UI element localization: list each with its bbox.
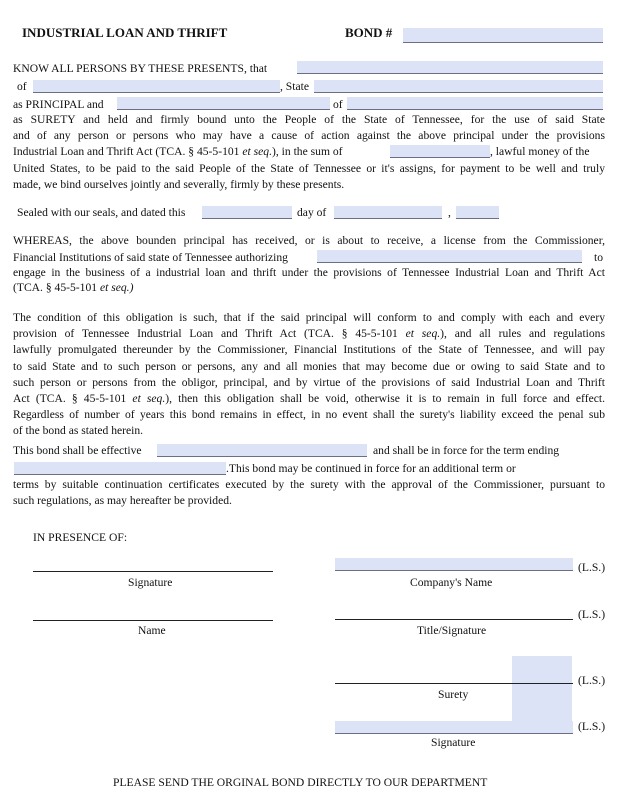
ls-label-4: (L.S.): [578, 720, 606, 733]
tail-paragraph: [13, 161, 605, 193]
effective-paragraph: [13, 477, 605, 509]
bond-amount-field[interactable]: [390, 145, 490, 158]
condition-line: of the bond as stated herein.: [13, 424, 144, 438]
condition-line: provision of Tennessee Industrial Loan and Thrift Act (TCA. § 45-5-101 et seq.), and all rules and regulations: [13, 327, 605, 341]
company-name-field[interactable]: [335, 558, 573, 571]
know-all-text: KNOW ALL PERSONS BY THESE PRESENTS, that: [13, 62, 268, 75]
comma-label: ,: [448, 206, 451, 219]
sealed-text: Sealed with our seals, and dated this: [17, 206, 186, 219]
effective-text: This bond shall be effective: [13, 444, 142, 457]
act-line-italic: et seq.: [242, 145, 272, 158]
of-label-2: of: [333, 98, 343, 111]
bond-number-label: BOND #: [345, 25, 393, 40]
title-signature-label: Title/Signature: [417, 624, 487, 637]
tail-line: United States, to be paid to the said People of the State of Tennessee or it's assigns, for payment to be well and truly: [13, 162, 605, 175]
condition-line: such person or persons from the obligor, principal, and by virtue of the provisions of said Industrial Loan and Thrift: [13, 375, 605, 389]
footer-instruction: PLEASE SEND THE ORGINAL BOND DIRECTLY TO OUR DEPARTMENT: [113, 776, 488, 789]
surety-line-sign[interactable]: [335, 683, 573, 684]
ls-label-3: (L.S.): [578, 674, 606, 687]
whereas-line-4: [13, 281, 133, 294]
witness-name-line[interactable]: [33, 620, 273, 621]
principal-city-field[interactable]: [33, 80, 280, 93]
title-signature-line[interactable]: [335, 619, 573, 620]
witness-name-label: Name: [138, 624, 166, 637]
bond-number-field[interactable]: [403, 28, 603, 43]
ls-label-1: (L.S.): [578, 561, 606, 574]
condition-line: lawfully promulgated thereunder by the Commissioner, Financial Institutions of the State of Tennessee, and will pay: [13, 343, 605, 357]
whereas-paragraph: [13, 233, 605, 249]
whereas-line-1: WHEREAS, the above bounden principal has received, or is about to receive, a license from the Commissioner,: [13, 234, 605, 247]
witness-signature-label: Signature: [128, 576, 173, 589]
surety-label: Surety: [438, 688, 469, 701]
witness-signature-line[interactable]: [33, 571, 273, 572]
surety-paragraph: [13, 112, 605, 144]
condition-line: Act (TCA. § 45-5-101 et seq.), then this obligation shall be void, otherwise it is to remain in full force and effect.: [13, 392, 605, 406]
condition-line: Regardless of number of years this bond remains in effect, in no event shall the surety's liability exceed the penal sub: [13, 408, 605, 422]
whereas-to: to: [594, 251, 604, 264]
company-name-label: Company's Name: [410, 576, 493, 589]
surety-signature-field[interactable]: [335, 721, 573, 734]
year-field[interactable]: [456, 206, 499, 219]
condition-paragraph: [13, 310, 605, 440]
whereas-line-4-italic: et seq.): [99, 281, 134, 294]
form-title: INDUSTRIAL LOAN AND THRIFT: [22, 25, 228, 40]
surety-line: and of any person or persons who may have a cause of action against the above principal under the provisions: [13, 129, 605, 143]
license-field[interactable]: [317, 250, 582, 263]
surety-location-field[interactable]: [347, 97, 603, 110]
principal-state-field[interactable]: [314, 80, 603, 93]
effective-date-field[interactable]: [157, 444, 367, 457]
condition-line: to said State and to such person or persons, any and all monies that may become due or owing to said State and to: [13, 359, 605, 373]
ls-label-2: (L.S.): [578, 608, 606, 621]
state-label: , State: [280, 80, 309, 93]
effective-line-4: such regulations, as may hereafter be provided.: [13, 494, 232, 508]
of-label: of: [17, 80, 27, 93]
effective-line-3: terms by suitable continuation certificates executed by the surety with the approval of the Commissioner, pursuant to: [13, 478, 605, 491]
act-line: [13, 145, 343, 158]
whereas-line-2: Financial Institutions of said state of Tennessee authorizing: [13, 251, 288, 264]
act-line-text-2: ), in the sum of: [272, 145, 343, 158]
tail-line: made, we bind ourselves jointly and severally, firmly by these presents.: [13, 178, 345, 192]
lawful-money-text: , lawful money of the: [490, 145, 590, 158]
term-ending-text: and shall be in force for the term ending: [373, 444, 560, 457]
month-field[interactable]: [334, 206, 442, 219]
term-ending-field[interactable]: [14, 462, 226, 475]
condition-line: The condition of this obligation is such, that if the said principal will conform to and comply with each and every: [13, 311, 605, 324]
surety-signature-label: Signature: [431, 736, 476, 749]
whereas-line-3: engage in the business of a industrial loan and thrift under the provisions of Tennessee Industrial Loan and Thrift Act: [13, 266, 605, 279]
surety-line: as SURETY and held and firmly bound unto the People of the State of Tennessee, for the use of said State: [13, 113, 605, 126]
surety-name-field[interactable]: [117, 97, 330, 110]
day-of-label: day of: [297, 206, 327, 219]
as-principal-label: as PRINCIPAL and: [13, 98, 104, 111]
act-line-text: Industrial Loan and Thrift Act (TCA. § 45-5-101: [13, 145, 243, 158]
whereas-line-4-text: (TCA. § 45-5-101: [13, 281, 100, 294]
continued-text: .This bond may be continued in force for an additional term or: [226, 462, 516, 475]
in-presence-label: IN PRESENCE OF:: [33, 531, 128, 544]
day-field[interactable]: [202, 206, 292, 219]
principal-name-field[interactable]: [297, 61, 603, 74]
whereas-paragraph-2: [13, 265, 605, 281]
